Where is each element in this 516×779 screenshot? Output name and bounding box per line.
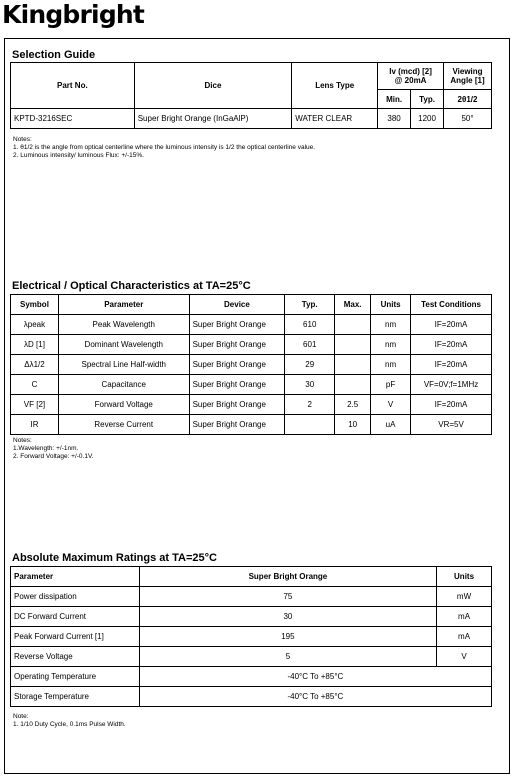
cell-angle: 50° <box>444 109 492 129</box>
header-iv-line2: @ 20mA <box>394 76 427 85</box>
cell-test-condition: VR=5V <box>411 415 492 435</box>
cell-device: Super Bright Orange <box>189 355 285 375</box>
cell-units: nm <box>371 315 411 335</box>
cell-max: 2.5 <box>335 395 371 415</box>
cell-device: Super Bright Orange <box>189 335 285 355</box>
cell-parameter: Capacitance <box>58 375 189 395</box>
cell-value: 195 <box>139 627 436 647</box>
cell-device: Super Bright Orange <box>189 415 285 435</box>
cell-typ <box>285 415 335 435</box>
cell-device: Super Bright Orange <box>189 375 285 395</box>
table-row <box>11 315 492 335</box>
cell-typ: 610 <box>285 315 335 335</box>
note-line: 1. 1/10 Duty Cycle, 0.1ms Pulse Width. <box>13 721 126 728</box>
cell-units: nm <box>371 355 411 375</box>
header-units: Units <box>437 567 492 587</box>
cell-typ: 30 <box>285 375 335 395</box>
absolute-ratings-title: Absolute Maximum Ratings at TA=25°C <box>12 552 217 564</box>
cell-part-no: KPTD-3216SEC <box>11 109 135 129</box>
header-lens-type: Lens Type <box>292 63 378 109</box>
cell-test-condition: VF=0V;f=1MHz <box>411 375 492 395</box>
cell-value: 5 <box>139 647 436 667</box>
header-iv-line1: Iv (mcd) [2] <box>389 67 432 76</box>
table-row <box>11 415 492 435</box>
cell-parameter: Peak Forward Current [1] <box>11 627 140 647</box>
cell-device: Super Bright Orange <box>189 315 285 335</box>
header-typ: Typ. <box>411 90 444 109</box>
electrical-table <box>10 294 492 435</box>
cell-units: V <box>437 647 492 667</box>
header-parameter: Parameter <box>58 295 189 315</box>
cell-units: mW <box>437 587 492 607</box>
cell-typ: 2 <box>285 395 335 415</box>
table-row <box>11 335 492 355</box>
cell-max <box>335 335 371 355</box>
cell-symbol: C <box>11 375 59 395</box>
cell-units: mA <box>437 607 492 627</box>
note-line: Notes: <box>13 136 32 143</box>
table-row <box>11 355 492 375</box>
cell-parameter: Spectral Line Half-width <box>58 355 189 375</box>
cell-units: pF <box>371 375 411 395</box>
note-line: Note: <box>13 713 29 720</box>
cell-symbol: λpeak <box>11 315 59 335</box>
cell-typ: 601 <box>285 335 335 355</box>
cell-parameter: Peak Wavelength <box>58 315 189 335</box>
cell-parameter: Reverse Voltage <box>11 647 140 667</box>
table-row <box>11 375 492 395</box>
cell-value: 30 <box>139 607 436 627</box>
header-view-line2: Angle [1] <box>450 76 485 85</box>
cell-max <box>335 375 371 395</box>
cell-device: Super Bright Orange <box>189 395 285 415</box>
selection-guide-table <box>10 62 492 129</box>
header-symbol: Symbol <box>11 295 59 315</box>
note-line: 1.Wavelength: +/-1nm. <box>13 445 79 452</box>
header-min: Min. <box>378 90 411 109</box>
absolute-ratings-table <box>10 566 492 707</box>
note-line: Notes: <box>13 437 32 444</box>
cell-parameter: Power dissipation <box>11 587 140 607</box>
header-dice: Dice <box>134 63 292 109</box>
absolute-notes <box>13 713 126 729</box>
header-two-theta: 2θ1/2 <box>444 90 492 109</box>
cell-parameter: Dominant Wavelength <box>58 335 189 355</box>
cell-min: 380 <box>378 109 411 129</box>
header-view-line1: Viewing <box>452 67 483 76</box>
cell-test-condition: IF=20mA <box>411 335 492 355</box>
cell-max: 10 <box>335 415 371 435</box>
header-typ: Typ. <box>285 295 335 315</box>
table-row <box>11 647 492 667</box>
table-row <box>11 395 492 415</box>
table-row <box>11 627 492 647</box>
cell-symbol: VF [2] <box>11 395 59 415</box>
kingbright-logo: Kingbright <box>2 0 145 29</box>
note-line: 2. Forward Voltage: +/-0.1V. <box>13 453 94 460</box>
cell-value: -40°C To +85°C <box>139 667 491 687</box>
header-device: Device <box>189 295 285 315</box>
table-row <box>11 687 492 707</box>
header-viewing-angle <box>444 63 492 90</box>
selection-notes <box>13 136 315 160</box>
cell-symbol: λD [1] <box>11 335 59 355</box>
cell-parameter: Storage Temperature <box>11 687 140 707</box>
cell-test-condition: IF=20mA <box>411 355 492 375</box>
table-row <box>11 667 492 687</box>
cell-units: mA <box>437 627 492 647</box>
cell-typ: 29 <box>285 355 335 375</box>
header-max: Max. <box>335 295 371 315</box>
cell-typ: 1200 <box>411 109 444 129</box>
cell-symbol: IR <box>11 415 59 435</box>
selection-guide-title: Selection Guide <box>12 49 96 61</box>
table-row <box>11 587 492 607</box>
table-row <box>11 607 492 627</box>
header-test-conditions: Test Conditions <box>411 295 492 315</box>
cell-max <box>335 315 371 335</box>
cell-value: -40°C To +85°C <box>139 687 491 707</box>
cell-max <box>335 355 371 375</box>
cell-units: uA <box>371 415 411 435</box>
cell-value: 75 <box>139 587 436 607</box>
header-part-no: Part No. <box>11 63 135 109</box>
cell-lens-type: WATER CLEAR <box>292 109 378 129</box>
cell-parameter: Reverse Current <box>58 415 189 435</box>
header-units: Units <box>371 295 411 315</box>
cell-test-condition: IF=20mA <box>411 395 492 415</box>
header-iv <box>378 63 444 90</box>
cell-units: V <box>371 395 411 415</box>
cell-symbol: Δλ1/2 <box>11 355 59 375</box>
electrical-title: Electrical / Optical Characteristics at TA=25°C <box>12 280 251 292</box>
header-super-bright-orange: Super Bright Orange <box>139 567 436 587</box>
note-line: 1. θ1/2 is the angle from optical centerline where the luminous intensity is 1/2 the optical centerline value. <box>13 144 316 151</box>
cell-parameter: Forward Voltage <box>58 395 189 415</box>
cell-test-condition: IF=20mA <box>411 315 492 335</box>
cell-units: nm <box>371 335 411 355</box>
cell-parameter: DC Forward Current <box>11 607 140 627</box>
cell-parameter: Operating Temperature <box>11 667 140 687</box>
cell-dice: Super Bright Orange (InGaAlP) <box>134 109 292 129</box>
header-parameter: Parameter <box>11 567 140 587</box>
note-line: 2. Luminous intensity/ luminous Flux: +/-15%. <box>13 152 144 159</box>
electrical-notes <box>13 437 94 461</box>
